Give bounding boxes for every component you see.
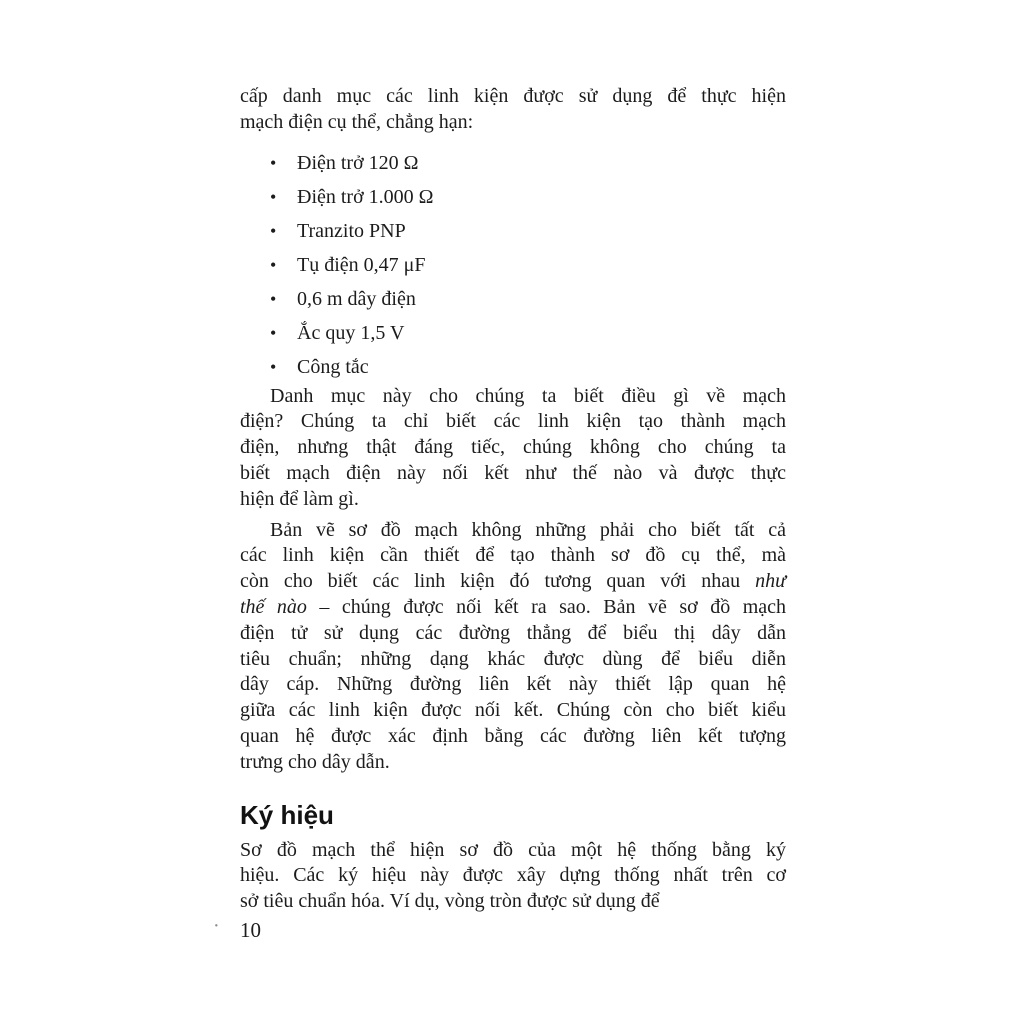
- bullet-icon: •: [270, 322, 277, 343]
- bullet-icon: •: [270, 186, 277, 207]
- text-segment: Danh mục này cho chúng ta biết điều gì về mạch: [270, 384, 786, 407]
- margin-dot: ·: [213, 915, 220, 937]
- list-item: [240, 350, 786, 384]
- text-segment: điện? Chúng ta chỉ biết các linh kiện tạo thành mạch: [240, 410, 786, 433]
- page-number: 10: [240, 918, 261, 942]
- text-line: [240, 724, 786, 750]
- text-segment: – chúng được nối kết ra sao. Bản vẽ sơ đồ mạch: [306, 595, 787, 618]
- text-line: [240, 647, 786, 673]
- list-item: [240, 180, 786, 214]
- list-item-text: Tụ điện 0,47 μF: [297, 253, 426, 276]
- list-item-text: Điện trở 120 Ω: [297, 151, 419, 174]
- text-line: [240, 863, 786, 889]
- text-line: [240, 698, 786, 724]
- text-segment: điện tử sử dụng các đường thẳng để biểu thị dây dẫn: [240, 621, 786, 644]
- text-line: [240, 621, 786, 647]
- bullet-icon: •: [270, 356, 277, 377]
- list-item-text: Tranzito PNP: [297, 219, 406, 242]
- text-line: [240, 595, 786, 621]
- list-item-text: 0,6 m dây điện: [297, 287, 416, 310]
- bullet-icon: •: [270, 254, 277, 275]
- text-line: [240, 409, 786, 435]
- text-line: [240, 84, 786, 110]
- list-item: [240, 214, 786, 248]
- text-segment: các linh kiện cần thiết để tạo thành sơ đồ cụ thể, mà: [240, 544, 786, 567]
- list-item: [240, 146, 786, 180]
- text-segment: mạch điện cụ thể, chẳng hạn:: [240, 110, 474, 133]
- text-line: [240, 461, 786, 487]
- list-item-text: Ắc quy 1,5 V: [297, 321, 405, 344]
- text-segment: Sơ đồ mạch thể hiện sơ đồ của một hệ thống bằng ký: [240, 838, 786, 861]
- text-segment: tiêu chuẩn; những dạng khác được dùng để biểu diễn: [240, 647, 786, 670]
- text-line: [240, 838, 786, 864]
- paragraph-danh-muc: [240, 384, 786, 513]
- list-item: [240, 248, 786, 282]
- text-segment: sở tiêu chuẩn hóa. Ví dụ, vòng tròn được sử dụng để: [240, 890, 660, 913]
- text-segment: hiệu. Các ký hiệu này được xây dựng thống nhất trên cơ: [240, 864, 786, 887]
- text-line: [240, 889, 786, 915]
- text-segment: giữa các linh kiện được nối kết. Chúng còn cho biết kiểu: [240, 699, 786, 722]
- text-line: [240, 487, 786, 513]
- list-item: [240, 282, 786, 316]
- text-line: [240, 384, 786, 410]
- text-line: [240, 672, 786, 698]
- list-item: [240, 316, 786, 350]
- text-segment: còn cho biết các linh kiện đó tương quan với nhau: [240, 570, 756, 593]
- text-line: [240, 110, 786, 136]
- bullet-icon: •: [270, 220, 277, 241]
- bullet-icon: •: [270, 288, 277, 309]
- emphasized-text: như: [755, 570, 786, 593]
- list-item-text: Điện trở 1.000 Ω: [297, 185, 434, 208]
- text-segment: biết mạch điện này nối kết như thế nào và được thực: [240, 461, 786, 484]
- section-heading: Ký hiệu: [240, 799, 334, 830]
- bullet-icon: •: [270, 152, 277, 173]
- component-list: [240, 146, 786, 384]
- text-line: [240, 543, 786, 569]
- emphasized-text: thế nào: [240, 595, 307, 618]
- text-segment: trưng cho dây dẫn.: [240, 750, 390, 773]
- text-segment: quan hệ được xác định bằng các đường liên kết tượng: [240, 724, 786, 747]
- text-line: [240, 435, 786, 461]
- text-segment: dây cáp. Những đường liên kết này thiết lập quan hệ: [240, 673, 786, 696]
- text-line: [240, 518, 786, 544]
- text-line: [240, 750, 786, 776]
- text-segment: Bản vẽ sơ đồ mạch không những phải cho biết tất cả: [270, 518, 786, 541]
- paragraph-ban-ve: [240, 518, 786, 776]
- text-segment: hiện để làm gì.: [240, 487, 359, 510]
- paragraph-intro: [240, 84, 786, 136]
- text-line: [240, 569, 786, 595]
- list-item-text: Công tắc: [297, 355, 369, 378]
- text-column: [240, 84, 786, 915]
- text-segment: cấp danh mục các linh kiện được sử dụng để thực hiện: [240, 85, 786, 107]
- paragraph-ky-hieu: [240, 838, 786, 915]
- text-segment: điện, nhưng thật đáng tiếc, chúng không cho chúng ta: [240, 436, 786, 459]
